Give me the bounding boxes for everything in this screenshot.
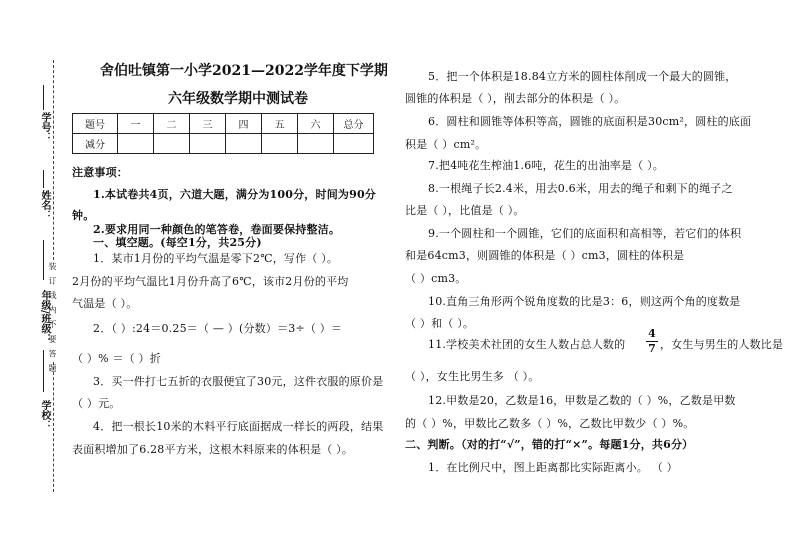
question-10-line-2: （ ）和（ ）。 — [405, 317, 475, 330]
name-underline — [43, 170, 44, 188]
question-2-line-1: 2．（ ）:24＝0.25＝（ — ）(分数）＝3÷（ ）＝ — [93, 322, 343, 335]
binding-warning: 装 订 线 内 不 要 答 题 — [48, 262, 57, 374]
question-4-line-1: 4．把一根长10米的木料平行底面据成一样长的两段，结果 — [93, 420, 384, 433]
score-table-header-row — [73, 114, 374, 134]
student-id-label: 学号： — [39, 112, 50, 142]
score-cell[interactable] — [298, 134, 334, 154]
judgment-question-1: 1．在比例尺中，图上距离都比实际距离小。 （ ） — [428, 461, 678, 474]
question-11-line-1a: 11.学校美术社团的女生人数占总人数的 — [428, 338, 626, 351]
binding-dashed-line-bottom — [53, 362, 54, 492]
notice-heading: 注意事项： — [72, 166, 128, 179]
fraction-denominator: 7 — [648, 342, 656, 355]
student-id-underline — [43, 85, 44, 110]
score-row-label: 减分 — [73, 134, 118, 154]
class-label: 年级/班级： — [39, 290, 50, 344]
binding-margin — [0, 0, 70, 550]
notice-item-1: 1.本试卷共4页，六道大题，满分为100分，时间为90分 — [93, 188, 377, 201]
question-12-line-1: 12.甲数是20，乙数是16，甲数是乙数的（ ）%，乙数是甲数 — [428, 394, 736, 407]
score-header-cell: 总分 — [334, 114, 374, 134]
notice-item-1-cont: 钟。 — [72, 209, 95, 222]
score-cell[interactable] — [190, 134, 226, 154]
school-underline — [43, 350, 44, 392]
score-table-score-row — [73, 134, 374, 154]
question-7: 7.把4吨花生榨油1.6吨，花生的出油率是（ ）。 — [428, 159, 664, 172]
question-3-line-2: （ ）元。 — [72, 397, 121, 410]
section-1-heading: 一、填空题。(每空1分，共25分) — [93, 236, 262, 249]
score-table — [72, 113, 374, 154]
score-header-cell: 二 — [154, 114, 190, 134]
question-2-line-2: （ ）% ＝（ ）折 — [72, 352, 161, 365]
score-header-cell: 四 — [226, 114, 262, 134]
question-11-line-1b: ，女生与男生的人数比是 — [660, 338, 784, 351]
fraction-four-sevenths — [646, 328, 658, 355]
score-header-cell: 三 — [190, 114, 226, 134]
exam-subtitle: 六年级数学期中测试卷 — [168, 91, 308, 107]
question-1-line-2: 2月份的平均气温比1月份升高了6℃，该市2月份的平均 — [72, 275, 349, 288]
question-12-line-2: 的（ ）%，甲数比乙数多（ ）%，乙数比甲数少（ ）%。 — [405, 417, 695, 430]
score-cell[interactable] — [226, 134, 262, 154]
question-9-line-2: 和是64cm3，则圆锥的体积是（ ）cm3，圆柱的体积是 — [405, 249, 685, 262]
question-1-line-3: 气温是（ ）。 — [72, 297, 138, 310]
score-header-cell: 一 — [118, 114, 154, 134]
class-underline — [43, 240, 44, 280]
question-5-line-2: 圆锥的体积是（ ），削去部分的体积是（ ）。 — [405, 92, 626, 105]
question-1-line-1: 1．某市1月份的平均气温是零下2℃，写作（ ）。 — [93, 252, 339, 265]
binding-dashed-line-top — [53, 60, 54, 260]
section-2-heading: 二、判断。（对的打“√”，错的打“×”。每题1分，共6分） — [405, 438, 694, 451]
question-9-line-1: 9.一个圆柱和一个圆锥，它们的底面积和高相等，若它们的体积 — [428, 227, 742, 240]
question-11-line-2: （ ），女生比男生多 （ ）。 — [405, 370, 540, 383]
question-8-line-1: 8.一根绳子长2.4米，用去0.6米，用去的绳子和剩下的绳子之 — [428, 182, 733, 195]
question-5-line-1: 5．把一个体积是18.84立方米的圆柱体削成一个最大的圆锥， — [428, 70, 737, 83]
notice-item-2: 2.要求用同一种颜色的笔答卷，卷面要保持整洁。 — [93, 223, 341, 236]
exam-title: 舍伯吐镇第一小学2021—2022学年度下学期 — [100, 63, 388, 79]
question-6-line-1: 6．圆柱和圆锥等体积等高，圆锥的底面积是30cm²，圆柱的底面 — [428, 115, 752, 128]
question-6-line-2: 积是（ ）cm²。 — [405, 138, 487, 151]
fraction-numerator: 4 — [648, 327, 656, 340]
question-3-line-1: 3．买一件打七五折的衣服便宜了30元，这件衣服的原价是 — [93, 375, 384, 388]
school-label: 学校： — [39, 400, 50, 430]
score-cell[interactable] — [154, 134, 190, 154]
question-9-line-3: （ ）cm3。 — [405, 272, 467, 285]
score-header-cell: 题号 — [73, 114, 118, 134]
score-header-cell: 五 — [262, 114, 298, 134]
score-header-cell: 六 — [298, 114, 334, 134]
name-label: 姓名： — [39, 190, 50, 220]
question-4-line-2: 表面积增加了6.28平方米，这根木料原来的体积是（ ）。 — [72, 443, 354, 456]
score-cell[interactable] — [118, 134, 154, 154]
question-10-line-1: 10.直角三角形两个锐角度数的比是3：6，则这两个角的度数是 — [428, 295, 741, 308]
score-cell[interactable] — [334, 134, 374, 154]
question-8-line-2: 比是（ ），比值是（ ）。 — [405, 204, 525, 217]
score-cell[interactable] — [262, 134, 298, 154]
